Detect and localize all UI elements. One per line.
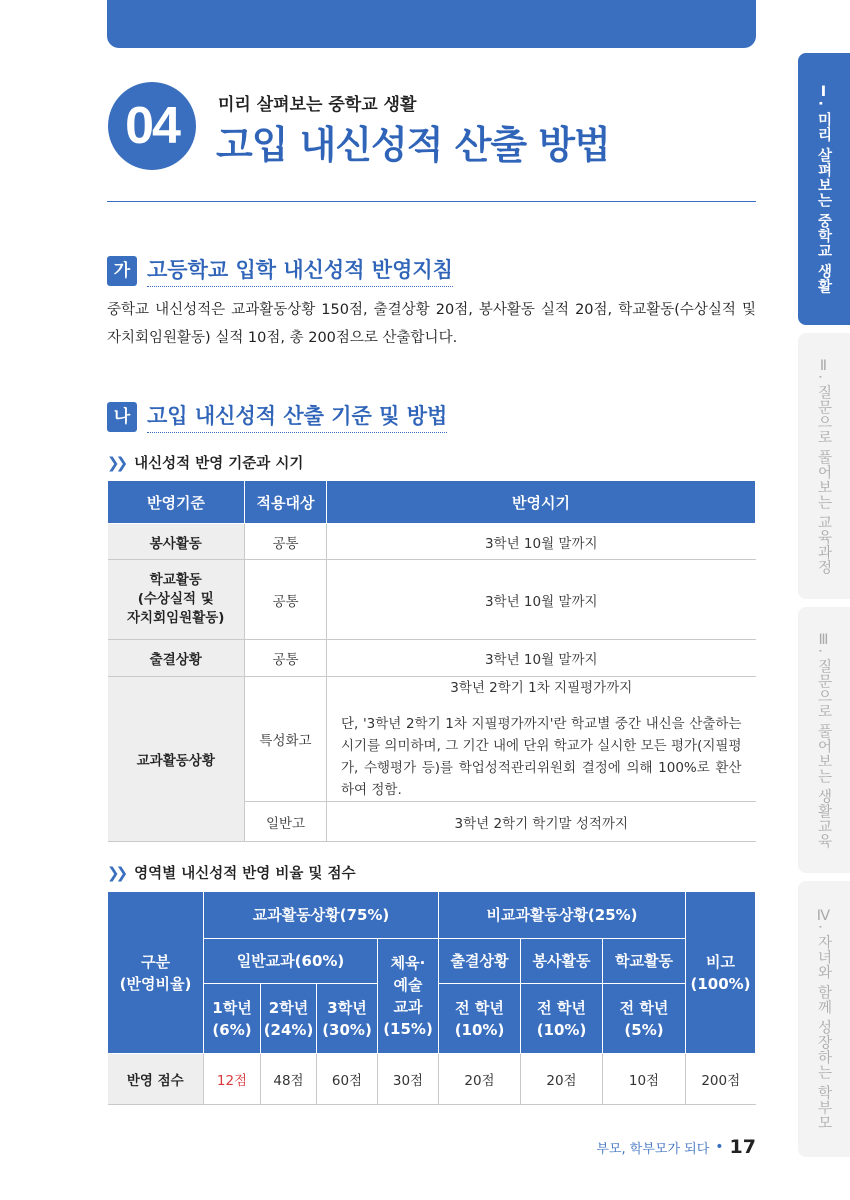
header-volunteer-scope [521,984,603,1054]
header-line: (100%) [690,974,751,993]
table-header-row [108,892,756,939]
score-value: 48점 [261,1054,317,1105]
row-target: 공통 [245,524,327,560]
header-category [108,892,204,1054]
header-line: 전 학년 [537,998,586,1017]
row-target: 일반고 [245,802,327,842]
header-line: 전 학년 [455,998,504,1017]
header-subject-group: 교과활동상황(75%) [204,892,439,939]
page-footer [596,1136,756,1158]
row-period: 3학년 2학기 1차 지필평가까지 [450,680,633,696]
header-line: 3학년 [327,998,367,1017]
header-line: (5%) [624,1020,664,1039]
score-value: 10점 [603,1054,686,1105]
score-value: 20점 [521,1054,603,1105]
header-line: (6%) [212,1020,252,1039]
table-row [108,640,756,677]
chapter-number-badge: 04 [108,82,196,170]
score-value: 30점 [378,1054,439,1105]
section-ga-title: 고등학교 입학 내신성적 반영지침 [147,254,453,287]
side-tab-label: Ⅲ. 질문으로 풀어보는 생활교육 [815,631,832,849]
row-criterion: 교과활동상황 [108,677,245,842]
top-banner [107,0,756,48]
table-row [108,560,756,640]
side-tab-label: Ⅰ. 미리 살펴보는 중학교 생활 [815,84,832,294]
table2-heading-text: 영역별 내신성적 반영 비율 및 점수 [134,866,356,882]
header-line: 예술 [393,976,423,994]
header-line: (30%) [322,1020,372,1039]
header-pe-arts [378,939,439,1054]
header-criterion: 반영기준 [108,481,245,524]
score-value: 60점 [317,1054,378,1105]
header-line: (15%) [383,1020,433,1038]
header-line: 전 학년 [619,998,669,1017]
section-na-badge: 나 [107,402,137,432]
score-value: 20점 [439,1054,521,1105]
page-number: 17 [729,1136,756,1158]
side-tab-chapter-4[interactable] [798,881,850,1157]
section-na-title: 고입 내신성적 산출 기준 및 방법 [147,400,447,433]
header-grade-1 [204,984,261,1054]
title-divider [107,201,756,202]
row-criterion: 봉사활동 [108,524,245,560]
header-line: 교과 [393,998,423,1016]
table-header-row [108,939,756,984]
header-general-subjects: 일반교과(60%) [204,939,378,984]
score-row-label: 반영 점수 [108,1054,204,1105]
header-school-activity-scope [603,984,686,1054]
header-line: (24%) [263,1020,314,1039]
header-school-activity: 학교활동 [603,939,686,984]
header-note [686,892,756,1054]
table-row [108,677,756,802]
criterion-line: 학교활동 [149,572,202,588]
row-target: 특성화고 [245,677,327,802]
header-grade-2 [261,984,317,1054]
header-period: 반영시기 [327,481,756,524]
header-line: (10%) [536,1020,587,1039]
footer-book-title: 부모, 학부모가 되다 [596,1141,710,1157]
header-line: 구분 [141,952,170,971]
side-tab-label: Ⅱ. 질문으로 풀어보는 교육과정 [815,357,832,575]
table-header-row [108,481,756,524]
section-na-heading [107,400,447,433]
score-value: 200점 [686,1054,756,1105]
header-attendance-scope [439,984,521,1054]
row-note: 단, '3학년 2학기 1차 지필평가까지'란 학교별 중간 내신을 산출하는 시기를 의미하며, 그 기간 내에 단위 학교가 실시한 모든 평가(지필평가, 수행평가 등)를 학업성적관리위원회 결정에 의해 100%로 환산하여 정함. [341,716,742,798]
score-value: 12점 [204,1054,261,1105]
row-period: 3학년 10월 말까지 [327,640,756,677]
header-attendance: 출결상황 [439,939,521,984]
table1-heading [107,452,303,473]
double-chevron-right-icon: ❯❯ [107,863,125,882]
header-line: 2학년 [268,998,309,1017]
header-target: 적용대상 [245,481,327,524]
row-criterion [108,560,245,640]
chapter-title: 고입 내신성적 산출 방법 [216,123,610,167]
row-criterion: 출결상황 [108,640,245,677]
header-line: (10%) [454,1020,505,1039]
header-line: 체육· [390,954,426,972]
criterion-line: (수상실적 및 [137,591,214,607]
side-tab-chapter-3[interactable] [798,607,850,873]
side-tab-chapter-1[interactable] [798,53,850,325]
section-ga-heading [107,254,453,287]
row-target: 공통 [245,560,327,640]
table-row [108,524,756,560]
row-period-with-note [327,677,756,802]
row-period: 3학년 10월 말까지 [327,524,756,560]
table1-heading-text: 내신성적 반영 기준과 시기 [134,456,304,472]
header-grade-3 [317,984,378,1054]
criteria-table [107,480,756,842]
side-tab-chapter-2[interactable] [798,333,850,599]
header-line: 1학년 [212,998,252,1017]
ratio-table [107,891,756,1105]
double-chevron-right-icon: ❯❯ [107,453,125,472]
table2-heading [107,862,355,883]
criterion-line: 자치회임원활동) [127,610,225,626]
header-line: 비고 [706,952,735,971]
row-target: 공통 [245,640,327,677]
header-nonsubject-group: 비교과활동상황(25%) [439,892,686,939]
section-ga-badge: 가 [107,256,137,286]
section-ga-paragraph: 중학교 내신성적은 교과활동상황 150점, 출결상황 20점, 봉사활동 실적 20점, 학교활동(수상실적 및 자치회임원활동) 실적 10점, 총 200점으로 산출합니다. [107,302,756,346]
chapter-subtitle: 미리 살펴보는 중학교 생활 [218,95,417,115]
header-line: (반영비율) [119,974,192,993]
row-period: 3학년 2학기 학기말 성적까지 [327,802,756,842]
table-row [108,1054,756,1105]
header-volunteer: 봉사활동 [521,939,603,984]
footer-bullet: • [715,1139,724,1155]
side-tab-label: Ⅳ. 자녀와 함께 성장하는 학부모 [815,907,832,1131]
row-period: 3학년 10월 말까지 [327,560,756,640]
